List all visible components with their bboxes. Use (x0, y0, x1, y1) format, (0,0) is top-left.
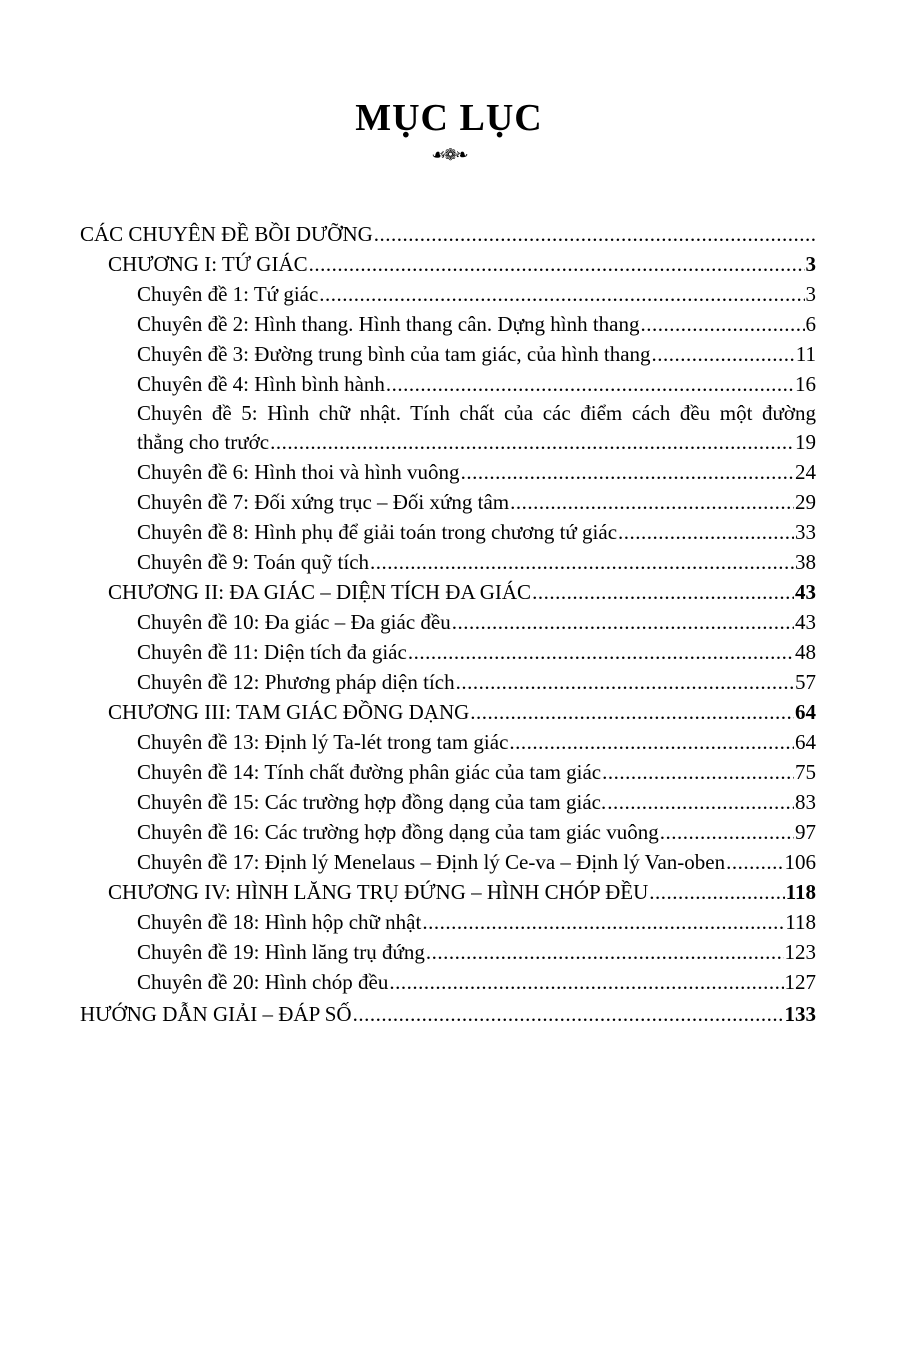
toc-chapter-title: CHƯƠNG IV: HÌNH LĂNG TRỤ ĐỨNG – HÌNH CHÓP ĐỀU (108, 880, 649, 904)
toc-topic-title: Chuyên đề 13: Định lý Ta-lét trong tam giác (137, 730, 509, 754)
toc-topic-page: 3 (805, 282, 816, 306)
dot-leader (607, 787, 794, 817)
toc-topic-title: Chuyên đề 18: Hình hộp chữ nhật (137, 910, 422, 934)
toc-topic-title: Chuyên đề 12: Phương pháp diện tích (137, 670, 455, 694)
toc-section-title: CÁC CHUYÊN ĐỀ BỒI DƯỠNG (80, 222, 373, 246)
dot-leader (456, 667, 794, 697)
toc-chapter-page: 3 (805, 252, 816, 276)
toc-topic[interactable] (80, 727, 816, 757)
dot-leader (510, 487, 794, 517)
toc-topic-title: Chuyên đề 9: Toán quỹ tích (137, 550, 370, 574)
dot-leader (618, 517, 794, 547)
toc-topic-title: Chuyên đề 19: Hình lăng trụ đứng (137, 940, 425, 964)
toc-topic[interactable] (80, 937, 816, 967)
toc-topic-page: 57 (795, 670, 816, 694)
ornament-divider-icon: ☙❁❧ (431, 147, 467, 164)
toc-topic-page: 24 (795, 460, 816, 484)
toc-section[interactable] (80, 219, 816, 249)
toc-topic-page: 33 (795, 520, 816, 544)
dot-leader (452, 607, 794, 637)
dot-leader (532, 577, 794, 607)
toc-topic-page: 16 (795, 372, 816, 396)
dot-leader (319, 279, 804, 309)
toc-topic[interactable] (80, 817, 816, 847)
toc-topic[interactable] (80, 427, 816, 457)
toc-topic-page: 118 (785, 910, 816, 934)
dot-leader (370, 547, 794, 577)
toc-topic[interactable] (80, 517, 816, 547)
dot-leader (389, 967, 783, 997)
toc-topic-title: Chuyên đề 3: Đường trung bình của tam giác, của hình thang (137, 342, 651, 366)
toc-topic-page: 29 (795, 490, 816, 514)
toc-topic-title: Chuyên đề 1: Tứ giác (137, 282, 319, 306)
toc-topic-title: Chuyên đề 10: Đa giác – Đa giác đều (137, 610, 451, 634)
toc-topic-title: Chuyên đề 16: Các trường hợp đồng dạng của tam giác vuông (137, 820, 659, 844)
toc-topic-title: Chuyên đề 6: Hình thoi và hình vuông (137, 460, 460, 484)
toc-topic[interactable] (80, 607, 816, 637)
toc-topic-page: 127 (784, 970, 816, 994)
dot-leader (726, 847, 783, 877)
toc-chapter[interactable] (80, 577, 816, 607)
toc-topic[interactable] (80, 339, 816, 369)
toc-chapter[interactable] (80, 697, 816, 727)
toc-chapter[interactable] (80, 249, 816, 279)
toc-topic[interactable] (80, 369, 816, 399)
toc-chapter-title: CHƯƠNG III: TAM GIÁC ĐỒNG DẠNG (108, 700, 470, 724)
toc-topic-title: Chuyên đề 11: Diện tích đa giác (137, 640, 407, 664)
toc-topic-page: 106 (784, 850, 816, 874)
dot-leader (652, 339, 795, 369)
dot-leader (470, 697, 794, 727)
toc-topic-page: 97 (795, 820, 816, 844)
dot-leader (660, 817, 794, 847)
toc-topic-title: Chuyên đề 17: Định lý Menelaus – Định lý Ce-va – Định lý Van-oben (137, 850, 726, 874)
toc-topic-title: Chuyên đề 20: Hình chóp đều (137, 970, 389, 994)
toc-topic-page: 38 (795, 550, 816, 574)
dot-leader (649, 877, 784, 907)
dot-leader (426, 937, 784, 967)
toc-topic-page: 43 (795, 610, 816, 634)
toc-answers-page: 133 (784, 1002, 816, 1026)
dot-leader (353, 999, 784, 1029)
toc-chapter[interactable] (80, 877, 816, 907)
toc-topic[interactable] (80, 547, 816, 577)
toc-topic-title: Chuyên đề 7: Đối xứng trục – Đối xứng tâm (137, 490, 510, 514)
toc-topic-page: 64 (795, 730, 816, 754)
toc-topic-title: Chuyên đề 14: Tính chất đường phân giác của tam giác (137, 760, 602, 784)
dot-leader (461, 457, 794, 487)
toc-topic-page: 11 (795, 342, 816, 366)
toc-topic[interactable] (80, 457, 816, 487)
dot-leader (309, 249, 805, 279)
dot-leader (270, 427, 794, 457)
toc-answers[interactable] (80, 999, 816, 1029)
toc-topic[interactable] (80, 787, 816, 817)
toc-topic[interactable] (80, 279, 816, 309)
toc-topic[interactable] (80, 847, 816, 877)
toc-chapter-page: 43 (795, 580, 816, 604)
dot-leader (374, 219, 815, 249)
page-title: MỤC LỤC (355, 97, 543, 139)
dot-leader (509, 727, 794, 757)
toc-answers-title: HƯỚNG DẪN GIẢI – ĐÁP SỐ (80, 1002, 352, 1026)
toc-chapter-title: CHƯƠNG I: TỨ GIÁC (108, 252, 308, 276)
table-of-contents (80, 219, 816, 1029)
toc-topic-title: Chuyên đề 8: Hình phụ để giải toán trong chương tứ giác (137, 520, 618, 544)
toc-topic[interactable] (80, 637, 816, 667)
toc-topic[interactable] (80, 967, 816, 997)
toc-topic-title: Chuyên đề 4: Hình bình hành (137, 372, 385, 396)
toc-topic-line1[interactable]: Chuyên đề 5: Hình chữ nhật. Tính chất của các điểm cách đều một đường (137, 401, 816, 425)
dot-leader (386, 369, 794, 399)
toc-topic-page: 19 (795, 430, 816, 454)
dot-leader (602, 757, 794, 787)
toc-chapter-page: 118 (785, 880, 816, 904)
toc-topic-title: Chuyên đề 15: Các trường hợp đồng dạng của tam giác. (137, 790, 607, 814)
toc-topic-page: 83 (795, 790, 816, 814)
toc-topic[interactable] (80, 907, 816, 937)
toc-topic-title: thẳng cho trước (137, 430, 270, 454)
dot-leader (640, 309, 804, 339)
toc-topic-page: 48 (795, 640, 816, 664)
toc-chapter-page: 64 (795, 700, 816, 724)
toc-topic-page: 6 (805, 312, 816, 336)
toc-topic[interactable] (80, 487, 816, 517)
toc-chapter-title: CHƯƠNG II: ĐA GIÁC – DIỆN TÍCH ĐA GIÁC (108, 580, 532, 604)
toc-topic[interactable] (80, 309, 816, 339)
toc-topic-page: 75 (795, 760, 816, 784)
toc-topic[interactable] (80, 667, 816, 697)
toc-topic-page: 123 (784, 940, 816, 964)
toc-topic[interactable] (80, 757, 816, 787)
toc-topic-title: Chuyên đề 2: Hình thang. Hình thang cân. Dựng hình thang (137, 312, 640, 336)
dot-leader (408, 637, 794, 667)
dot-leader (422, 907, 784, 937)
